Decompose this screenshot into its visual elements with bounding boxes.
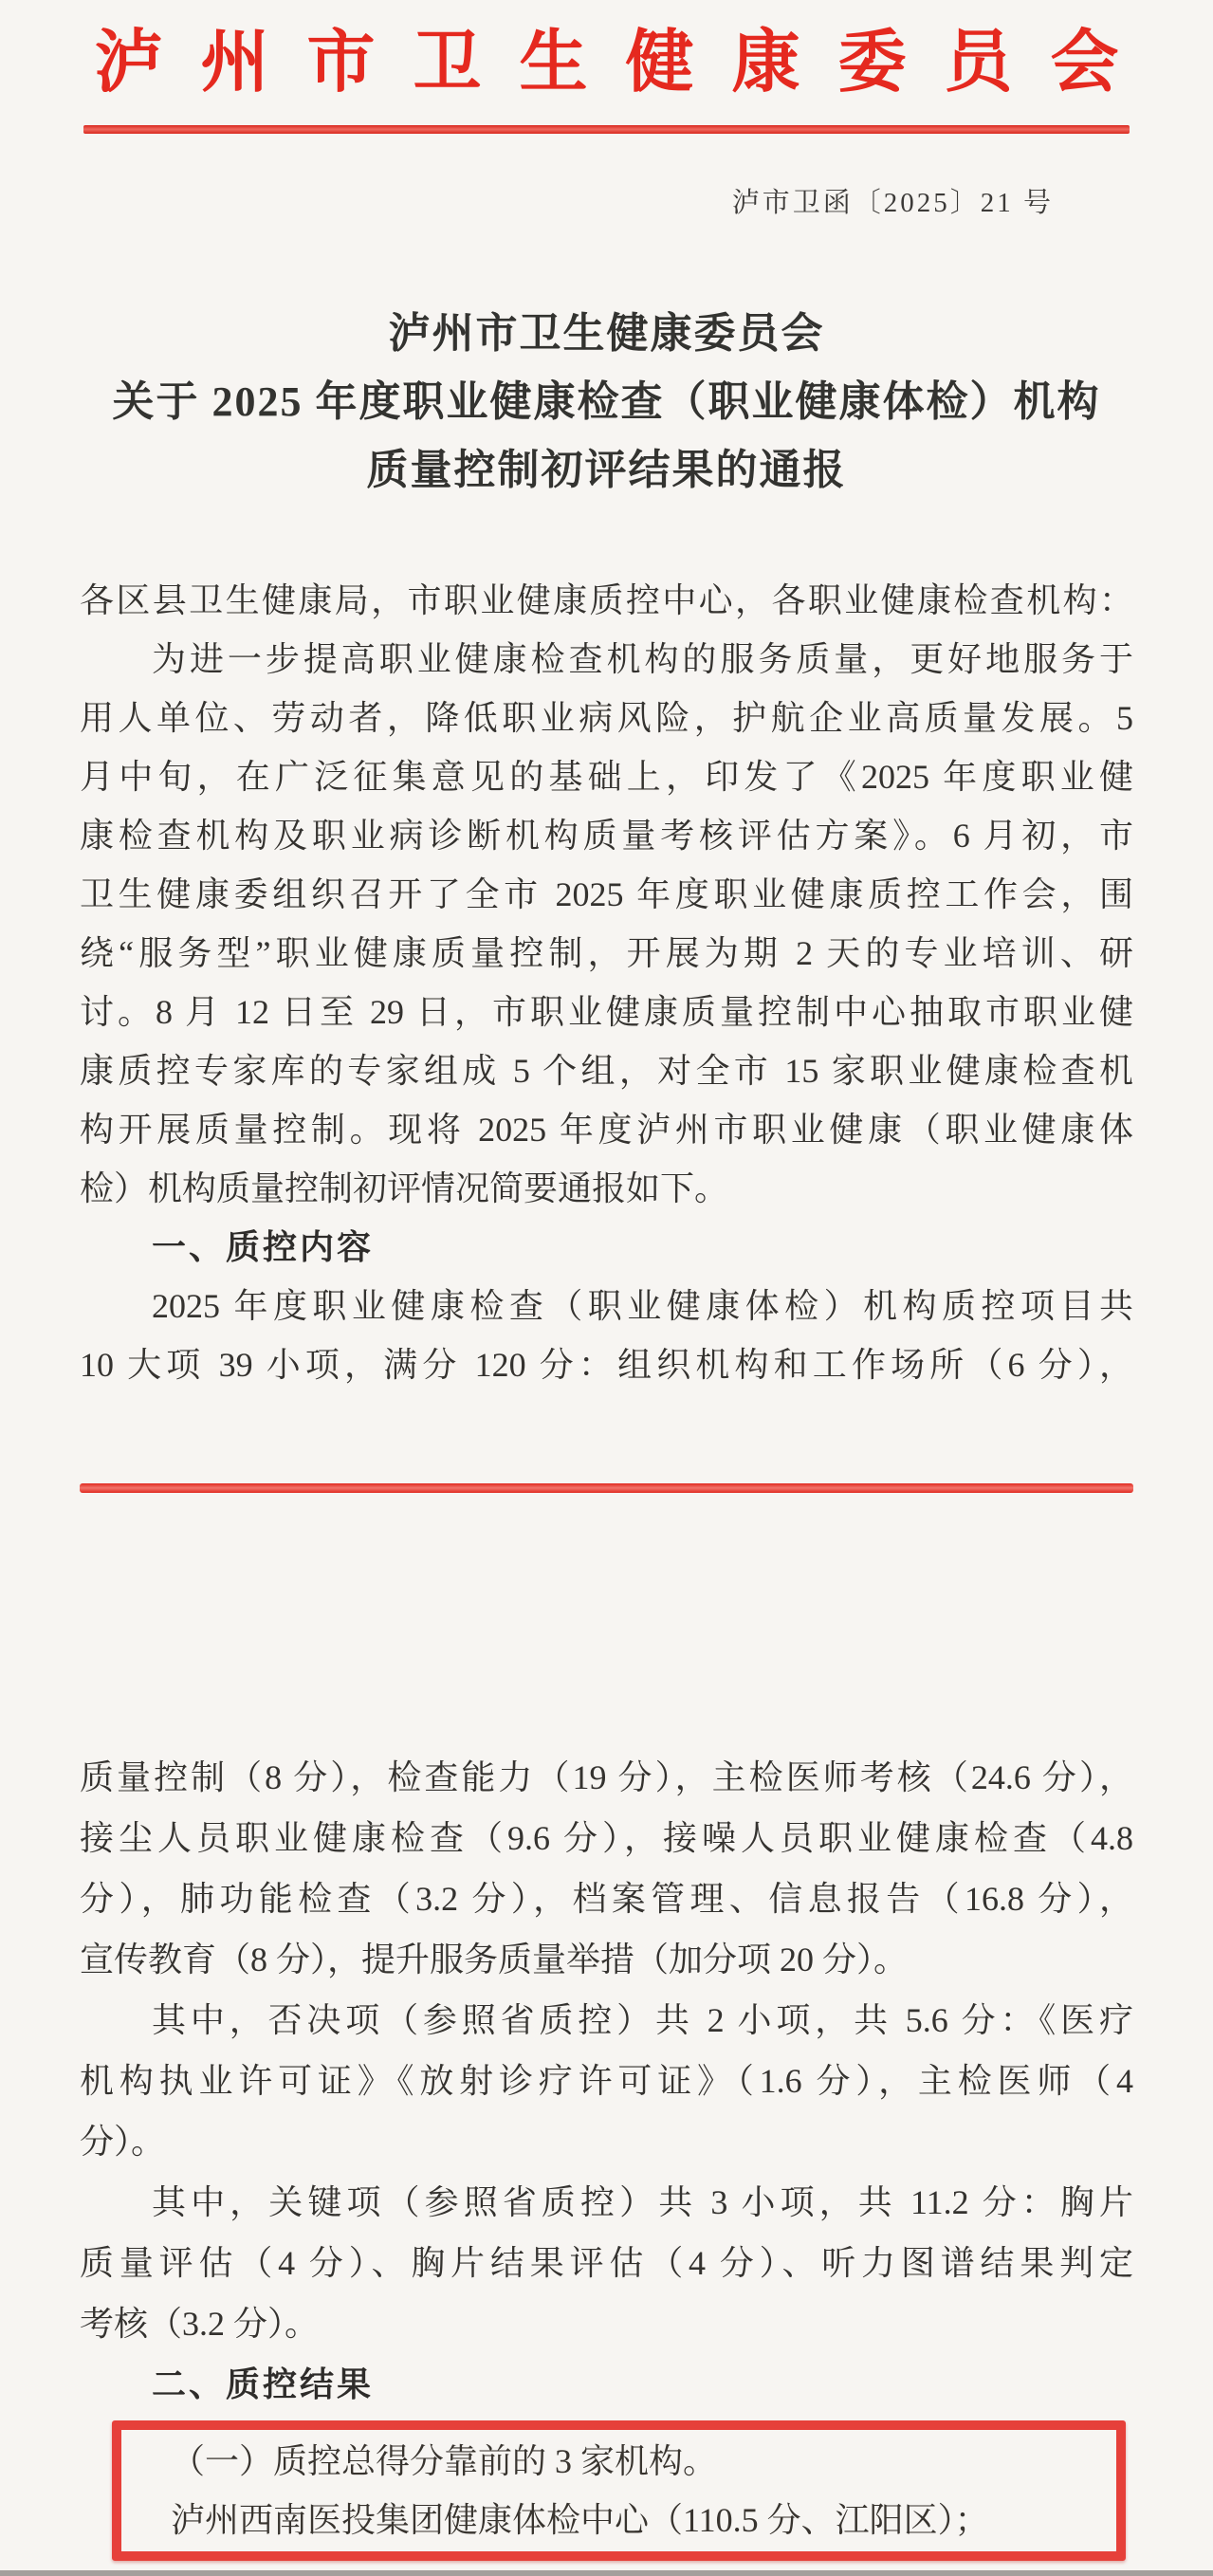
body-page1 [80,571,1133,1394]
title-line: 关于 2025 年度职业健康检查（职业健康体检）机构 [112,378,1101,426]
section-heading-2: 二、质控结果 [152,2364,375,2404]
body-line: 绕“服务型”职业健康质量控制，开展为期 2 天的专业培训、研 [80,934,1133,973]
body-line: 2025 年度职业健康检查（职业健康体检）机构质控项目共 [152,1287,1133,1326]
body-line: 为进一步提高职业健康检查机构的服务质量，更好地服务于 [152,640,1133,679]
body-line: 宣传教育（8 分），提升服务质量举措（加分项 20 分）。 [80,1941,909,1979]
body-line: 康质控专家库的专家组成 5 个组，对全市 15 家职业健康检查机 [80,1052,1133,1091]
body-line: 月中旬，在广泛征集意见的基础上，印发了《2025 年度职业健 [80,758,1133,797]
highlight-line: 泸州西南医投集团健康体检中心（110.5 分、江阳区）； [171,2501,989,2540]
body-line: 检）机构质量控制初评情况简要通报如下。 [80,1169,729,1208]
document-title [0,300,1213,505]
body-line: 其中，否决项（参照省质控）共 2 小项，共 5.6 分：《医疗 [152,2001,1133,2040]
body-line: 用人单位、劳动者，降低职业病风险，护航企业高质量发展。5 [80,699,1133,738]
title-line: 泸州市卫生健康委员会 [388,310,825,358]
page-bottom-edge [0,2570,1213,2576]
doc-number: 泸市卫函〔2025〕21 号 [731,188,1054,219]
body-page2 [80,1747,1133,2415]
agency-masthead: 泸州市卫生健康委员会 [94,25,1157,101]
body-line: 接尘人员职业健康检查（9.6 分），接噪人员职业健康检查（4.8 [80,1819,1133,1858]
highlight-line: （一）质控总得分靠前的 3 家机构。 [171,2442,718,2481]
section-heading-1: 一、质控内容 [152,1227,375,1267]
body-line: 卫生健康委组织召开了全市 2025 年度职业健康质控工作会，围 [80,875,1133,914]
body-line: 分）。 [80,2123,166,2162]
body-line: 讨。8 月 12 日至 29 日，市职业健康质量控制中心抽取市职业健 [80,993,1133,1032]
body-line: 质量评估（4 分）、胸片结果评估（4 分）、听力图谱结果判定 [80,2244,1133,2283]
title-line: 质量控制初评结果的通报 [366,447,847,494]
body-line: 分），肺功能检查（3.2 分），档案管理、信息报告（16.8 分）， [80,1880,1133,1919]
masthead-rule [83,125,1130,134]
body-line: 构开展质量控制。现将 2025 年度泸州市职业健康（职业健康体 [80,1111,1133,1150]
body-line: 考核（3.2 分）。 [80,2305,320,2344]
body-line: 康检查机构及职业病诊断机构质量考核评估方案》。6 月初，市 [80,817,1133,856]
page-break-rule [80,1483,1133,1493]
body-line: 其中，关键项（参照省质控）共 3 小项，共 11.2 分：胸片 [152,2183,1133,2222]
body-line: 质量控制（8 分），检查能力（19 分），主检医师考核（24.6 分）， [80,1758,1133,1797]
body-line: 机构执业许可证》《放射诊疗许可证》（1.6 分），主检医师（4 [80,2062,1133,2101]
body-line: 各区县卫生健康局，市职业健康质控中心，各职业健康检查机构： [80,581,1133,620]
highlight-box [112,2420,1126,2561]
body-line: 10 大项 39 小项，满分 120 分：组织机构和工作场所（6 分）， [80,1346,1133,1385]
